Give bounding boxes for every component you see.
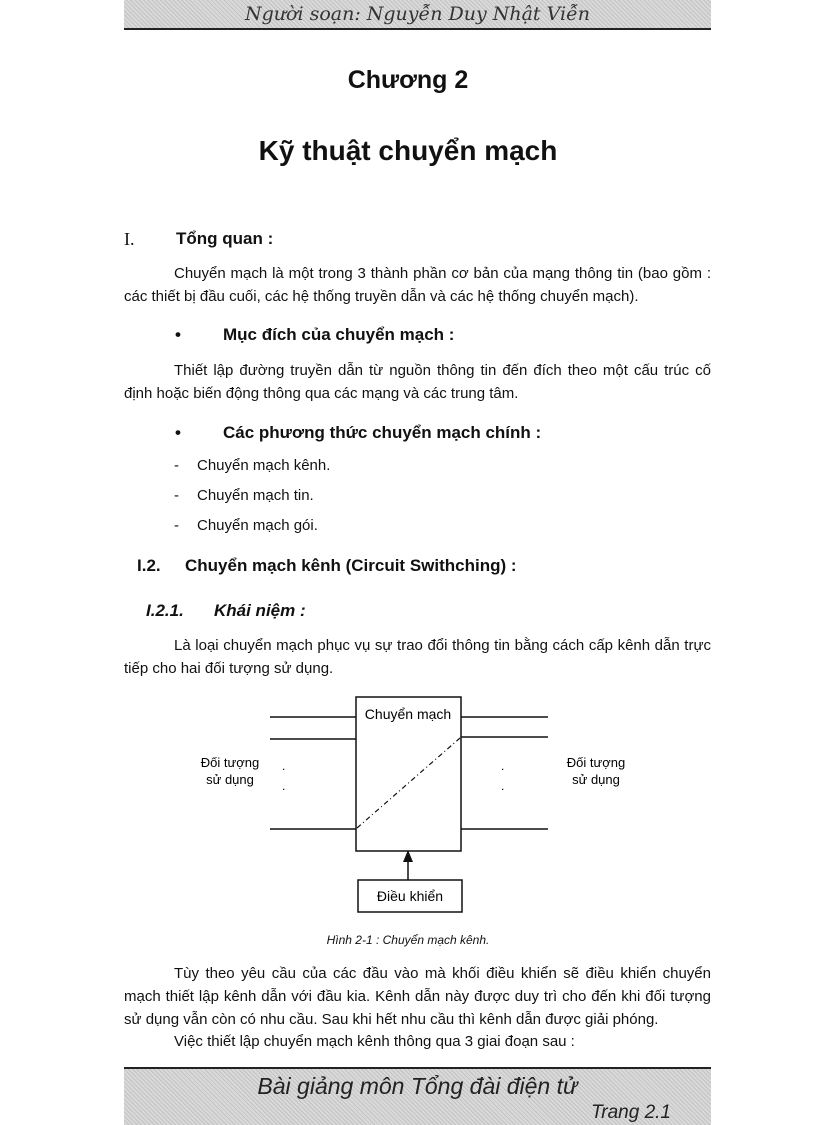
right-user-label: sử dụng <box>572 772 620 787</box>
concept-paragraph: Là loại chuyển mạch phục vụ sự trao đổi thông tin bằng cách cấp kênh dẫn trực tiếp cho hai đối tượng sử dụng. <box>124 637 711 677</box>
page-number: Trang 2.1 <box>591 1102 671 1123</box>
concept-title: Khái niệm : <box>214 601 306 620</box>
control-label: Điều khiển <box>376 888 444 904</box>
figure-caption: Hình 2-1 : Chuyển mạch kênh. <box>326 933 490 947</box>
body-paragraph: Tùy theo yêu cầu của các đầu vào mà khối điều khiển sẽ điều khiển chuyển mạch thiết lập kênh dẫn với đầu kia. Kênh dẫn này được duy trì cho đến khi đối tượng sử dụng vẫn còn có nhu cầu. Sau khi hết nhu cầu thì kênh dẫn được giải phóng. <box>124 965 711 1028</box>
author-line: Người soạn: Nguyễn Duy Nhật Viễn <box>245 3 590 25</box>
chapter-label: Chương 2 <box>347 66 469 94</box>
right-user-label: Đối tượng <box>566 755 626 770</box>
section-title: Tổng quan : <box>176 229 274 248</box>
ellipsis-dot: . <box>501 759 505 773</box>
body-paragraph: Việc thiết lập chuyển mạch kênh thông qua 3 giai đoạn sau : <box>174 1033 575 1050</box>
chapter-title: Kỹ thuật chuyển mạch <box>258 135 558 166</box>
ellipsis-dot: . <box>501 779 505 793</box>
dash-icon: - <box>174 457 179 474</box>
subsection-title: Chuyển mạch kênh (Circuit Swithching) : <box>185 556 517 575</box>
concept-number: I.2.1. <box>146 601 184 620</box>
dash-icon: - <box>174 517 179 534</box>
arrow-up-icon <box>403 850 413 862</box>
bullet-icon: • <box>175 423 181 442</box>
switch-label: Chuyển mạch <box>364 706 452 722</box>
dash-icon: - <box>174 487 179 504</box>
ellipsis-dot: . <box>282 759 286 773</box>
course-title: Bài giảng môn Tổng đài điện tử <box>257 1073 578 1099</box>
left-user-label: Đối tượng <box>200 755 260 770</box>
purpose-paragraph: Thiết lập đường truyền dẫn từ nguồn thông tin đến đích theo một cấu trúc cố định hoặc biến động thông qua các mạng và các trung tâm. <box>124 362 711 402</box>
subsection-number: I.2. <box>137 556 161 575</box>
ellipsis-dot: . <box>282 779 286 793</box>
intro-paragraph: Chuyển mạch là một trong 3 thành phần cơ bản của mạng thông tin (bao gồm : các thiết bị đầu cuối, các hệ thống truyền dẫn và các hệ thống chuyển mạch). <box>124 265 711 305</box>
left-user-label: sử dụng <box>206 772 254 787</box>
page-footer <box>124 1067 711 1125</box>
circuit-connection <box>357 738 460 828</box>
bullet-icon: • <box>175 325 181 344</box>
section-number: I. <box>124 229 135 249</box>
